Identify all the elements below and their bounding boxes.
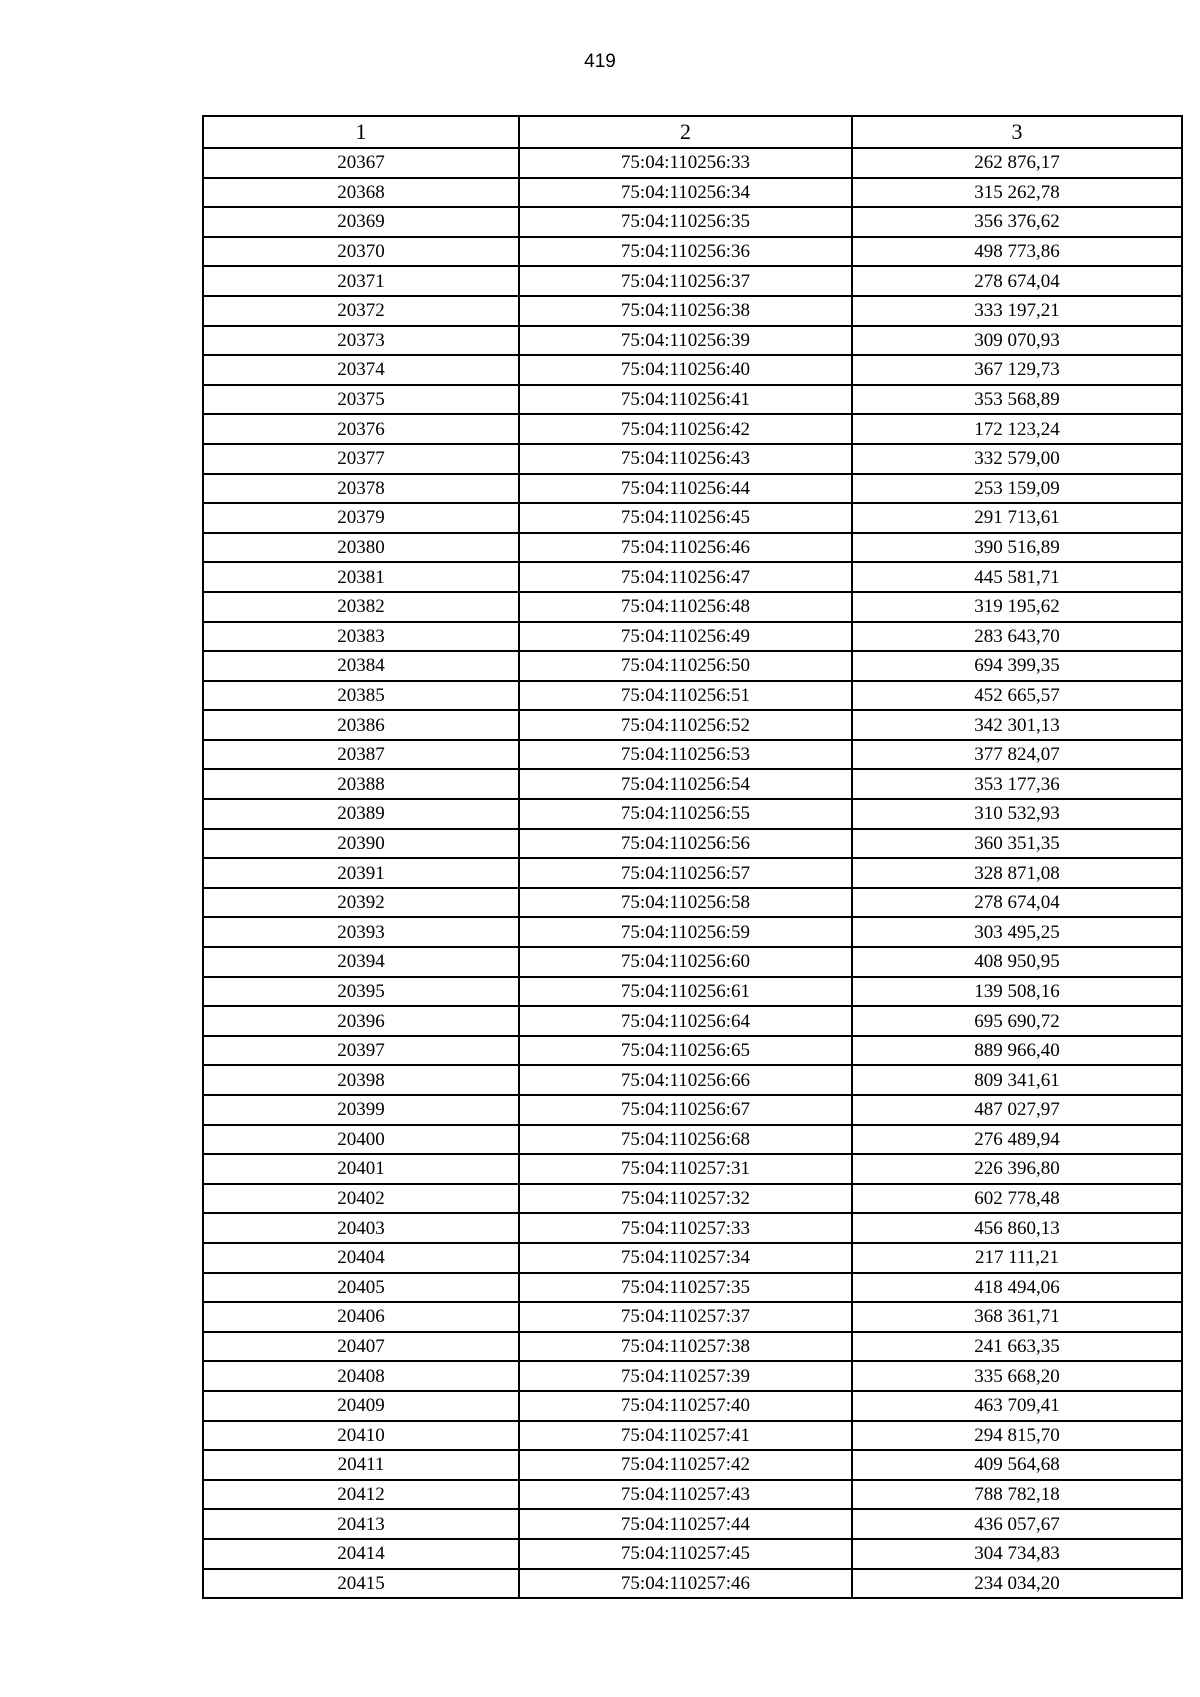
- cadastral-number-cell: 75:04:110256:41: [519, 385, 852, 415]
- table-row: [203, 1125, 1182, 1155]
- row-number-cell: 20392: [203, 888, 519, 918]
- table-row: [203, 977, 1182, 1007]
- cadastral-number-cell: 75:04:110257:37: [519, 1302, 852, 1332]
- header-row: [203, 116, 1182, 148]
- table-row: [203, 355, 1182, 385]
- page-number: 419: [584, 51, 616, 72]
- row-number-cell: 20375: [203, 385, 519, 415]
- cadastral-number-cell: 75:04:110256:58: [519, 888, 852, 918]
- row-number-cell: 20398: [203, 1065, 519, 1095]
- cadastral-value-cell: 602 778,48: [852, 1184, 1182, 1214]
- cadastral-value-cell: 278 674,04: [852, 888, 1182, 918]
- cadastral-value-cell: 456 860,13: [852, 1213, 1182, 1243]
- table-row: [203, 917, 1182, 947]
- cadastral-value-cell: 262 876,17: [852, 148, 1182, 178]
- cadastral-number-cell: 75:04:110256:61: [519, 977, 852, 1007]
- table-row: [203, 148, 1182, 178]
- table-row: [203, 888, 1182, 918]
- cadastral-value-cell: 356 376,62: [852, 207, 1182, 237]
- table-row: [203, 1006, 1182, 1036]
- table-row: [203, 385, 1182, 415]
- cadastral-number-cell: 75:04:110257:39: [519, 1361, 852, 1391]
- cadastral-value-cell: 303 495,25: [852, 917, 1182, 947]
- cadastral-value-cell: 487 027,97: [852, 1095, 1182, 1125]
- row-number-cell: 20385: [203, 681, 519, 711]
- cadastral-number-cell: 75:04:110257:45: [519, 1539, 852, 1569]
- cadastral-value-cell: 139 508,16: [852, 977, 1182, 1007]
- cadastral-value-cell: 418 494,06: [852, 1273, 1182, 1303]
- cadastral-value-cell: 253 159,09: [852, 474, 1182, 504]
- cadastral-number-cell: 75:04:110256:43: [519, 444, 852, 474]
- cadastral-value-cell: 309 070,93: [852, 326, 1182, 356]
- column-header-1: 1: [203, 116, 519, 148]
- cadastral-number-cell: 75:04:110256:49: [519, 622, 852, 652]
- row-number-cell: 20404: [203, 1243, 519, 1273]
- table-row: [203, 1243, 1182, 1273]
- table-row: [203, 1302, 1182, 1332]
- row-number-cell: 20388: [203, 769, 519, 799]
- cadastral-value-cell: 328 871,08: [852, 858, 1182, 888]
- cadastral-value-cell: 333 197,21: [852, 296, 1182, 326]
- cadastral-number-cell: 75:04:110256:34: [519, 178, 852, 208]
- row-number-cell: 20380: [203, 533, 519, 563]
- table-row: [203, 769, 1182, 799]
- table-row: [203, 622, 1182, 652]
- row-number-cell: 20368: [203, 178, 519, 208]
- cadastral-value-cell: 695 690,72: [852, 1006, 1182, 1036]
- table-row: [203, 1569, 1182, 1599]
- cadastral-value-cell: 377 824,07: [852, 740, 1182, 770]
- cadastral-number-cell: 75:04:110257:32: [519, 1184, 852, 1214]
- cadastral-number-cell: 75:04:110256:56: [519, 829, 852, 859]
- row-number-cell: 20378: [203, 474, 519, 504]
- cadastral-number-cell: 75:04:110257:40: [519, 1391, 852, 1421]
- row-number-cell: 20377: [203, 444, 519, 474]
- row-number-cell: 20376: [203, 414, 519, 444]
- cadastral-value-cell: 283 643,70: [852, 622, 1182, 652]
- row-number-cell: 20391: [203, 858, 519, 888]
- row-number-cell: 20373: [203, 326, 519, 356]
- table-row: [203, 178, 1182, 208]
- cadastral-number-cell: 75:04:110256:64: [519, 1006, 852, 1036]
- table-row: [203, 1273, 1182, 1303]
- column-header-2: 2: [519, 116, 852, 148]
- cadastral-number-cell: 75:04:110256:60: [519, 947, 852, 977]
- row-number-cell: 20371: [203, 266, 519, 296]
- cadastral-value-cell: 408 950,95: [852, 947, 1182, 977]
- table-row: [203, 829, 1182, 859]
- cadastral-value-cell: 276 489,94: [852, 1125, 1182, 1155]
- row-number-cell: 20413: [203, 1509, 519, 1539]
- cadastral-number-cell: 75:04:110256:44: [519, 474, 852, 504]
- cadastral-number-cell: 75:04:110256:55: [519, 799, 852, 829]
- cadastral-number-cell: 75:04:110257:33: [519, 1213, 852, 1243]
- cadastral-value-cell: 342 301,13: [852, 710, 1182, 740]
- row-number-cell: 20397: [203, 1036, 519, 1066]
- cadastral-value-cell: 278 674,04: [852, 266, 1182, 296]
- row-number-cell: 20394: [203, 947, 519, 977]
- row-number-cell: 20412: [203, 1480, 519, 1510]
- cadastral-value-cell: 332 579,00: [852, 444, 1182, 474]
- table-row: [203, 947, 1182, 977]
- table-row: [203, 799, 1182, 829]
- cadastral-value-cell: 353 177,36: [852, 769, 1182, 799]
- cadastral-value-cell: 436 057,67: [852, 1509, 1182, 1539]
- table-row: [203, 858, 1182, 888]
- row-number-cell: 20403: [203, 1213, 519, 1243]
- row-number-cell: 20395: [203, 977, 519, 1007]
- cadastral-number-cell: 75:04:110256:53: [519, 740, 852, 770]
- cadastral-number-cell: 75:04:110256:33: [519, 148, 852, 178]
- table-row: [203, 414, 1182, 444]
- cadastral-value-cell: 294 815,70: [852, 1421, 1182, 1451]
- table-row: [203, 562, 1182, 592]
- row-number-cell: 20410: [203, 1421, 519, 1451]
- cadastral-value-cell: 452 665,57: [852, 681, 1182, 711]
- cadastral-value-cell: 367 129,73: [852, 355, 1182, 385]
- cadastral-number-cell: 75:04:110257:38: [519, 1332, 852, 1362]
- cadastral-number-cell: 75:04:110256:57: [519, 858, 852, 888]
- cadastral-number-cell: 75:04:110256:52: [519, 710, 852, 740]
- table-row: [203, 681, 1182, 711]
- table-row: [203, 1095, 1182, 1125]
- table-row: [203, 1391, 1182, 1421]
- table-row: [203, 207, 1182, 237]
- row-number-cell: 20400: [203, 1125, 519, 1155]
- cadastral-number-cell: 75:04:110256:59: [519, 917, 852, 947]
- cadastral-value-cell: 241 663,35: [852, 1332, 1182, 1362]
- cadastral-value-cell: 310 532,93: [852, 799, 1182, 829]
- cadastral-value-cell: 390 516,89: [852, 533, 1182, 563]
- table-row: [203, 1539, 1182, 1569]
- row-number-cell: 20408: [203, 1361, 519, 1391]
- cadastral-number-cell: 75:04:110256:67: [519, 1095, 852, 1125]
- cadastral-number-cell: 75:04:110256:51: [519, 681, 852, 711]
- row-number-cell: 20382: [203, 592, 519, 622]
- table-body: [203, 148, 1182, 1598]
- row-number-cell: 20396: [203, 1006, 519, 1036]
- cadastral-value-cell: 234 034,20: [852, 1569, 1182, 1599]
- row-number-cell: 20414: [203, 1539, 519, 1569]
- table-row: [203, 237, 1182, 267]
- cadastral-value-cell: 809 341,61: [852, 1065, 1182, 1095]
- cadastral-value-cell: 319 195,62: [852, 592, 1182, 622]
- cadastral-value-cell: 694 399,35: [852, 651, 1182, 681]
- table-row: [203, 474, 1182, 504]
- row-number-cell: 20399: [203, 1095, 519, 1125]
- cadastral-number-cell: 75:04:110256:68: [519, 1125, 852, 1155]
- table-row: [203, 1036, 1182, 1066]
- cadastral-value-cell: 335 668,20: [852, 1361, 1182, 1391]
- row-number-cell: 20405: [203, 1273, 519, 1303]
- cadastral-number-cell: 75:04:110256:39: [519, 326, 852, 356]
- cadastral-number-cell: 75:04:110256:38: [519, 296, 852, 326]
- cadastral-value-cell: 304 734,83: [852, 1539, 1182, 1569]
- cadastral-number-cell: 75:04:110256:66: [519, 1065, 852, 1095]
- table-row: [203, 710, 1182, 740]
- row-number-cell: 20393: [203, 917, 519, 947]
- cadastral-number-cell: 75:04:110256:35: [519, 207, 852, 237]
- row-number-cell: 20384: [203, 651, 519, 681]
- cadastral-value-cell: 291 713,61: [852, 503, 1182, 533]
- table-row: [203, 296, 1182, 326]
- cadastral-value-cell: 353 568,89: [852, 385, 1182, 415]
- cadastral-value-cell: 368 361,71: [852, 1302, 1182, 1332]
- cadastral-value-table: [202, 115, 1183, 1599]
- cadastral-number-cell: 75:04:110257:44: [519, 1509, 852, 1539]
- table-row: [203, 444, 1182, 474]
- row-number-cell: 20390: [203, 829, 519, 859]
- row-number-cell: 20372: [203, 296, 519, 326]
- cadastral-number-cell: 75:04:110256:47: [519, 562, 852, 592]
- cadastral-value-cell: 445 581,71: [852, 562, 1182, 592]
- row-number-cell: 20406: [203, 1302, 519, 1332]
- cadastral-value-cell: 217 111,21: [852, 1243, 1182, 1273]
- table-row: [203, 592, 1182, 622]
- column-header-3: 3: [852, 116, 1182, 148]
- row-number-cell: 20379: [203, 503, 519, 533]
- table-row: [203, 1065, 1182, 1095]
- table-row: [203, 651, 1182, 681]
- cadastral-value-cell: 360 351,35: [852, 829, 1182, 859]
- cadastral-value-cell: 409 564,68: [852, 1450, 1182, 1480]
- table-row: [203, 1450, 1182, 1480]
- cadastral-number-cell: 75:04:110256:45: [519, 503, 852, 533]
- cadastral-number-cell: 75:04:110256:37: [519, 266, 852, 296]
- row-number-cell: 20402: [203, 1184, 519, 1214]
- table-row: [203, 1361, 1182, 1391]
- row-number-cell: 20409: [203, 1391, 519, 1421]
- row-number-cell: 20383: [203, 622, 519, 652]
- table-row: [203, 326, 1182, 356]
- table-row: [203, 1154, 1182, 1184]
- cadastral-number-cell: 75:04:110256:42: [519, 414, 852, 444]
- cadastral-value-cell: 788 782,18: [852, 1480, 1182, 1510]
- cadastral-number-cell: 75:04:110256:40: [519, 355, 852, 385]
- table-row: [203, 1480, 1182, 1510]
- table-row: [203, 740, 1182, 770]
- row-number-cell: 20374: [203, 355, 519, 385]
- cadastral-number-cell: 75:04:110257:41: [519, 1421, 852, 1451]
- row-number-cell: 20407: [203, 1332, 519, 1362]
- cadastral-value-cell: 889 966,40: [852, 1036, 1182, 1066]
- cadastral-number-cell: 75:04:110257:43: [519, 1480, 852, 1510]
- table-row: [203, 1509, 1182, 1539]
- cadastral-number-cell: 75:04:110256:54: [519, 769, 852, 799]
- table-row: [203, 266, 1182, 296]
- cadastral-number-cell: 75:04:110257:42: [519, 1450, 852, 1480]
- row-number-cell: 20389: [203, 799, 519, 829]
- cadastral-number-cell: 75:04:110257:31: [519, 1154, 852, 1184]
- cadastral-value-cell: 315 262,78: [852, 178, 1182, 208]
- row-number-cell: 20370: [203, 237, 519, 267]
- cadastral-number-cell: 75:04:110256:50: [519, 651, 852, 681]
- row-number-cell: 20415: [203, 1569, 519, 1599]
- row-number-cell: 20369: [203, 207, 519, 237]
- cadastral-value-cell: 498 773,86: [852, 237, 1182, 267]
- row-number-cell: 20386: [203, 710, 519, 740]
- cadastral-number-cell: 75:04:110256:36: [519, 237, 852, 267]
- cadastral-value-cell: 463 709,41: [852, 1391, 1182, 1421]
- cadastral-number-cell: 75:04:110257:34: [519, 1243, 852, 1273]
- table-row: [203, 1332, 1182, 1362]
- cadastral-number-cell: 75:04:110257:35: [519, 1273, 852, 1303]
- row-number-cell: 20367: [203, 148, 519, 178]
- table-row: [203, 1421, 1182, 1451]
- cadastral-number-cell: 75:04:110256:46: [519, 533, 852, 563]
- table-row: [203, 533, 1182, 563]
- row-number-cell: 20387: [203, 740, 519, 770]
- cadastral-value-cell: 172 123,24: [852, 414, 1182, 444]
- table-row: [203, 1213, 1182, 1243]
- row-number-cell: 20401: [203, 1154, 519, 1184]
- table-row: [203, 503, 1182, 533]
- cadastral-number-cell: 75:04:110257:46: [519, 1569, 852, 1599]
- cadastral-value-cell: 226 396,80: [852, 1154, 1182, 1184]
- cadastral-number-cell: 75:04:110256:48: [519, 592, 852, 622]
- table-row: [203, 1184, 1182, 1214]
- row-number-cell: 20411: [203, 1450, 519, 1480]
- table-header: [203, 116, 1182, 148]
- cadastral-number-cell: 75:04:110256:65: [519, 1036, 852, 1066]
- row-number-cell: 20381: [203, 562, 519, 592]
